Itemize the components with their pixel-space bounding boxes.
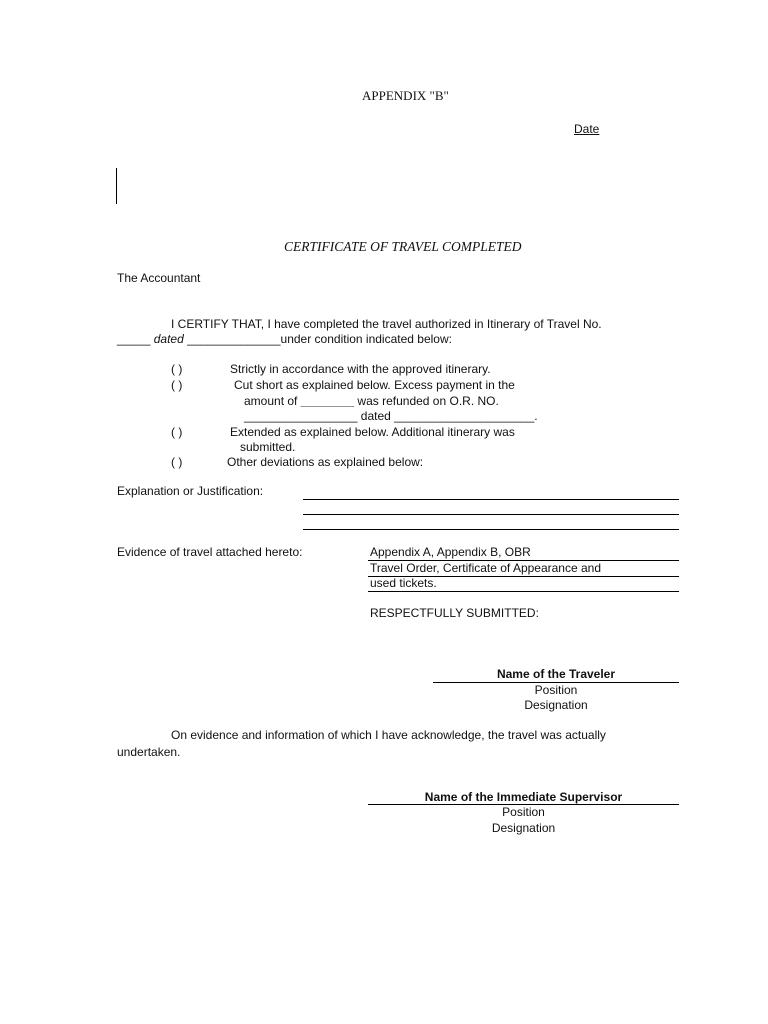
acknowledge-line-1: On evidence and information of which I have acknowledge, the travel was actually [171,728,606,742]
appendix-heading: APPENDIX "B" [362,88,449,103]
option-1-checkbox[interactable]: ( ) [171,362,183,376]
option-4-checkbox[interactable]: ( ) [171,455,183,469]
traveler-designation: Designation [524,698,588,712]
date-label: Date [574,122,600,136]
certify-line-2 [117,332,452,346]
addressee: The Accountant [117,271,201,285]
supervisor-name: Name of the Immediate Supervisor [424,790,623,804]
option-3-text-cont: submitted. [240,440,296,454]
option-3-checkbox[interactable]: ( ) [171,425,183,439]
option-3-text: Extended as explained below. Additional itinerary was [230,425,515,439]
evidence-label: Evidence of travel attached hereto: [117,545,303,559]
certify-line-1: I CERTIFY THAT, I have completed the travel authorized in Itinerary of Travel No. [171,317,602,331]
itinerary-number-blank[interactable]: _____ [117,332,151,346]
evidence-underline-3 [368,591,679,592]
evidence-line-3: used tickets. [370,576,437,590]
traveler-position: Position [534,683,578,697]
evidence-line-1: Appendix A, Appendix B, OBR [370,545,531,559]
traveler-name: Name of the Traveler [496,667,616,681]
respectfully-submitted: RESPECTFULLY SUBMITTED: [370,606,539,620]
option-1-text: Strictly in accordance with the approved itinerary. [230,362,491,376]
evidence-line-2: Travel Order, Certificate of Appearance and [370,561,602,575]
option-2-checkbox[interactable]: ( ) [171,378,183,392]
supervisor-designation: Designation [491,821,556,835]
document-title: CERTIFICATE OF TRAVEL COMPLETED [284,239,522,254]
amount-blank[interactable]: ________ [300,394,355,408]
explanation-line-2[interactable] [303,514,679,515]
acknowledge-line-2: undertaken. [117,745,181,759]
certify-line-2-rest: ______________under condition indicated below: [187,332,452,346]
refunded-label: was refunded on O.R. NO. [354,394,499,408]
option-4-text: Other deviations as explained below: [227,455,424,469]
amount-of-label: amount of [244,394,301,408]
option-2-dated-line[interactable]: _________________ dated _____________________. [244,409,538,423]
dated-word: dated [153,332,184,346]
explanation-label: Explanation or Justification: [117,484,264,498]
option-2-text: Cut short as explained below. Excess payment in the [234,378,515,392]
text-cursor [116,168,117,204]
option-2-amount-line [244,394,499,408]
explanation-line-1[interactable] [303,499,679,500]
explanation-line-3[interactable] [303,529,679,530]
supervisor-position: Position [502,805,545,819]
